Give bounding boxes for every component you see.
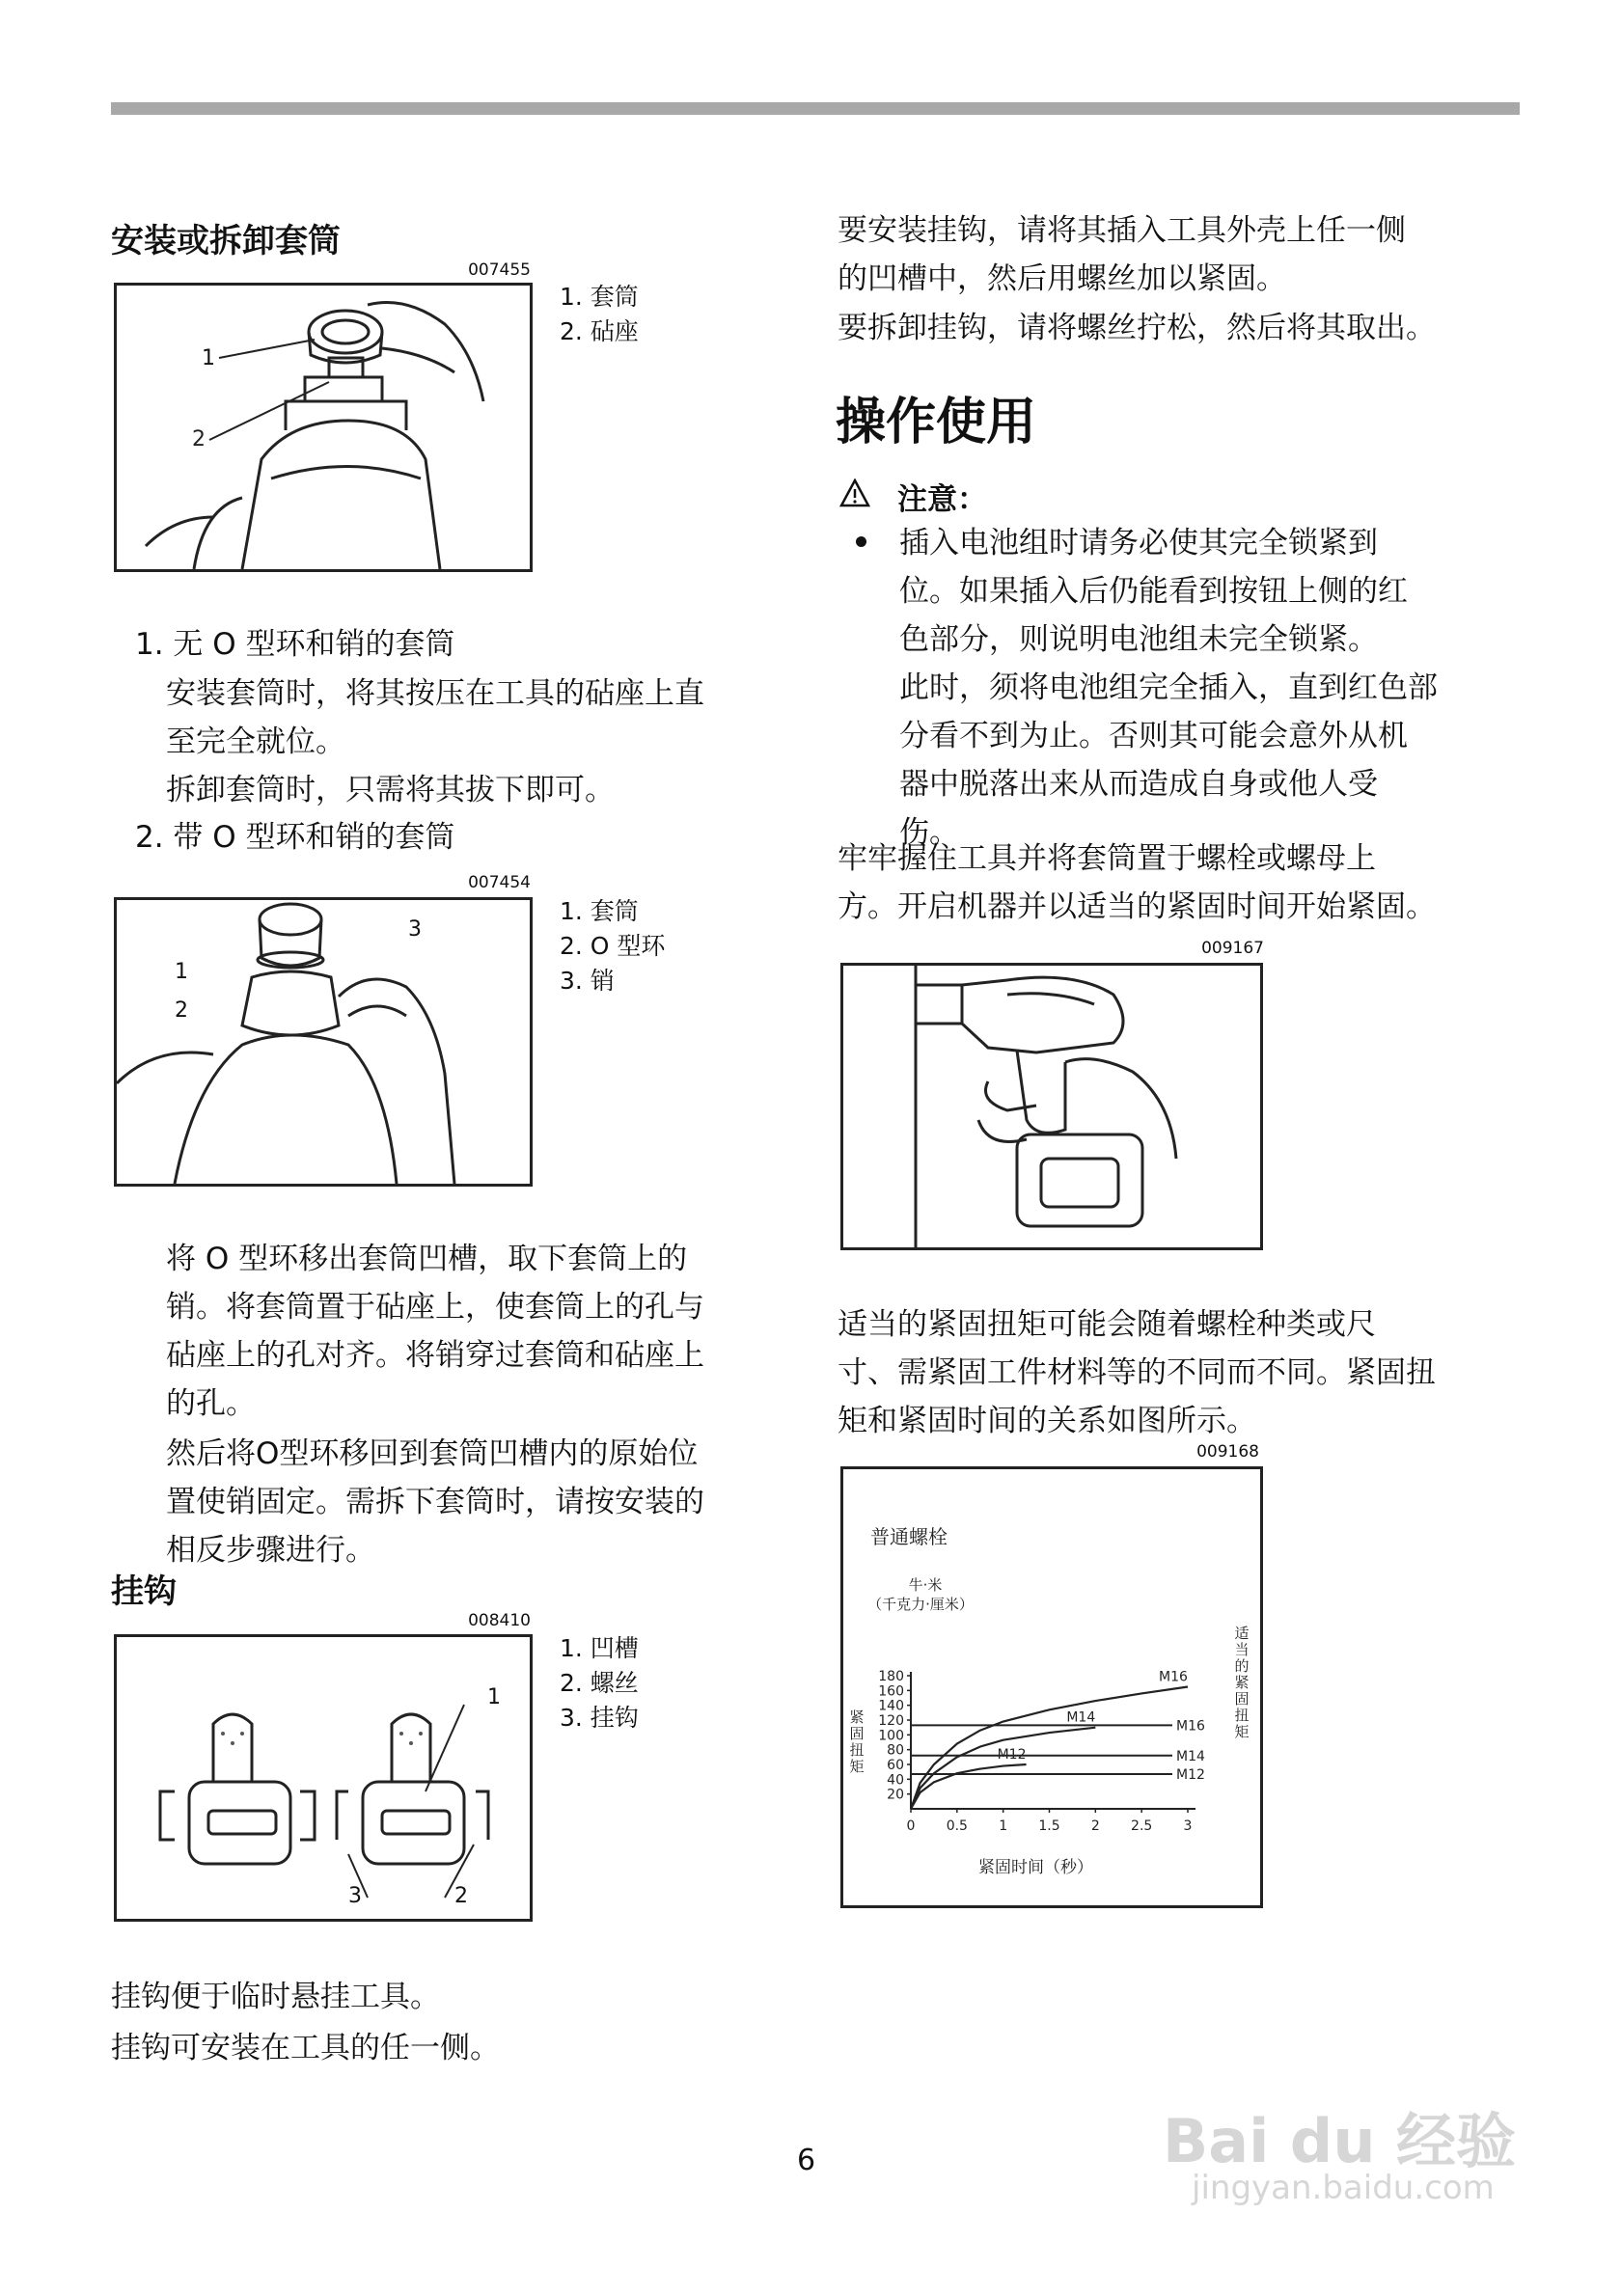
label-char: 固: [849, 1725, 865, 1742]
paragraph: 安装套筒时，将其按压在工具的砧座上直: [166, 676, 704, 711]
label-char: 适: [1234, 1625, 1250, 1642]
chart-title: 普通螺栓: [870, 1525, 948, 1548]
legend-item: 1. 套筒: [560, 897, 639, 925]
paragraph: 将 O 型环移出套筒凹槽，取下套筒上的: [166, 1242, 688, 1276]
paragraph: 拆卸套筒时，只需将其拔下即可。: [166, 773, 615, 807]
caution-label: 注意：: [897, 482, 987, 517]
list-item-2: 2. 带 O 型环和销的套筒: [135, 820, 455, 855]
legend-fig1: [560, 280, 639, 349]
watermark-logo: Bai du 经验: [1163, 2106, 1517, 2176]
caution-text: 色部分，则说明电池组未完全锁紧。: [899, 622, 1378, 657]
callout-1: 1: [202, 346, 215, 370]
label-char: 矩: [1234, 1723, 1250, 1740]
paragraph: 的孔。: [166, 1386, 256, 1421]
callout-2: 2: [454, 1884, 468, 1908]
paragraph: 的凹槽中，然后用螺丝加以紧固。: [838, 261, 1286, 296]
y-tick-label: 160: [878, 1683, 904, 1700]
legend-item: 1. 套筒: [560, 283, 639, 311]
legend-item: 2. 砧座: [560, 317, 639, 345]
y-tick-label: 20: [887, 1787, 904, 1803]
section-title-operation: 操作使用: [836, 394, 1037, 451]
x-tick-label: 2: [1090, 1818, 1100, 1834]
x-tick-label: 1.5: [1038, 1818, 1060, 1834]
y-tick-label: 120: [878, 1713, 904, 1729]
callout-3: 3: [408, 917, 422, 942]
legend-item: 2. O 型环: [560, 932, 666, 960]
x-tick-label: 0.5: [946, 1818, 968, 1834]
y-tick-label: 80: [887, 1742, 904, 1759]
paragraph: 砧座上的孔对齐。将销穿过套筒和砧座上: [166, 1338, 704, 1373]
bullet: [856, 536, 866, 547]
warning-icon: [839, 478, 870, 507]
figure-torque-chart: [840, 1466, 1263, 1908]
legend-item: 2. 螺丝: [560, 1669, 639, 1697]
figure-code: 008410: [468, 1611, 531, 1630]
paragraph: 至完全就位。: [166, 724, 345, 759]
paragraph: 方。开启机器并以适当的紧固时间开始紧固。: [838, 889, 1436, 924]
paragraph: 然后将O型环移回到套筒凹槽内的原始位: [166, 1436, 699, 1471]
y-tick-label: 60: [887, 1758, 904, 1773]
caution-text: 插入电池组时请务必使其完全锁紧到: [899, 526, 1378, 560]
section-title-hook: 挂钩: [111, 1572, 177, 1611]
chart-right-label: [1234, 1625, 1249, 1740]
y-tick-label: 100: [878, 1728, 904, 1744]
label-char: 矩: [849, 1758, 865, 1775]
legend-fig2: [560, 894, 665, 998]
paragraph: 置使销固定。需拆下套筒时，请按安装的: [166, 1485, 704, 1519]
recommended-label: M16: [1176, 1718, 1205, 1735]
figure-tightening: [840, 963, 1263, 1250]
paragraph: 相反步骤进行。: [166, 1533, 375, 1568]
y-tick-label: 140: [878, 1698, 904, 1714]
caution-text: 此时，须将电池组完全插入，直到红色部: [899, 670, 1438, 705]
caution-text: 位。如果插入后仍能看到按钮上侧的红: [899, 574, 1408, 609]
top-rule: [111, 102, 1520, 115]
chart-unit: 牛·米: [908, 1576, 943, 1594]
series-line: [911, 1728, 1095, 1809]
page-number: 6: [797, 2144, 816, 2177]
label-char: 扭: [1234, 1707, 1250, 1724]
x-tick-label: 2.5: [1131, 1818, 1153, 1834]
caution-text: 器中脱落出来从而造成自身或他人受: [899, 767, 1378, 802]
callout-2: 2: [175, 998, 188, 1023]
torque-chart: [843, 1469, 1260, 1905]
paragraph: 要拆卸挂钩，请将螺丝拧松，然后将其取出。: [838, 311, 1436, 345]
legend-item: 1. 凹槽: [560, 1634, 639, 1662]
chart-xlabel: 紧固时间（秒）: [978, 1858, 1093, 1877]
label-char: 当: [1234, 1641, 1250, 1658]
section-title-socket: 安装或拆卸套筒: [111, 222, 341, 260]
paragraph: 牢牢握住工具并将套筒置于螺栓或螺母上: [838, 841, 1376, 876]
y-tick-label: 180: [878, 1669, 904, 1684]
caution-text: 分看不到为止。否则其可能会意外从机: [899, 719, 1408, 753]
list-item-1: 1. 无 O 型环和销的套筒: [135, 627, 455, 662]
figure-code: 009168: [1196, 1442, 1259, 1462]
series-label: M16: [1159, 1669, 1188, 1685]
figure-code: 009167: [1201, 939, 1264, 958]
y-tick-label: 40: [887, 1772, 904, 1789]
label-char: 紧: [1234, 1674, 1250, 1691]
x-tick-label: 1: [999, 1818, 1008, 1834]
paragraph: 挂钩便于临时悬挂工具。: [111, 1980, 440, 2014]
chart-unit-kgf: （千克力·厘米）: [867, 1596, 974, 1613]
callout-3: 3: [348, 1884, 362, 1908]
paragraph: 销。将套筒置于砧座上，使套筒上的孔与: [166, 1290, 704, 1325]
series-label: M14: [1066, 1709, 1096, 1726]
caution-text: 伤。: [899, 815, 959, 850]
chart-ylabel: [849, 1708, 864, 1775]
legend-fig3: [560, 1631, 639, 1736]
x-tick-label: 0: [906, 1818, 916, 1834]
callout-1: 1: [175, 960, 188, 984]
figure-code: 007455: [468, 260, 531, 280]
label-char: 的: [1234, 1657, 1250, 1675]
series-line: [911, 1687, 1188, 1810]
paragraph: 寸、需紧固工件材料等的不同而不同。紧固扭: [838, 1355, 1436, 1390]
label-char: 扭: [849, 1741, 865, 1759]
recommended-label: M12: [1176, 1766, 1205, 1783]
x-tick-label: 3: [1183, 1818, 1193, 1834]
label-char: 固: [1234, 1690, 1250, 1708]
callout-1: 1: [487, 1685, 501, 1709]
paragraph: 矩和紧固时间的关系如图所示。: [838, 1404, 1256, 1438]
paragraph: 适当的紧固扭矩可能会随着螺栓种类或尺: [838, 1307, 1376, 1342]
paragraph: 要安装挂钩，请将其插入工具外壳上任一侧: [838, 213, 1406, 248]
figure-socket-oring-pin: [114, 897, 533, 1187]
svg-text:2: 2: [192, 427, 206, 451]
figure-socket-install: [114, 283, 533, 572]
figure-code: 007454: [468, 873, 531, 892]
series-label: M12: [997, 1747, 1027, 1763]
figure-hook: [114, 1634, 533, 1922]
recommended-label: M14: [1176, 1748, 1205, 1764]
paragraph: 挂钩可安装在工具的任一侧。: [111, 2031, 500, 2065]
watermark-url: jingyan.baidu.com: [1192, 2169, 1495, 2207]
legend-item: 3. 销: [560, 967, 615, 995]
label-char: 紧: [849, 1708, 865, 1726]
legend-item: 3. 挂钩: [560, 1704, 639, 1732]
